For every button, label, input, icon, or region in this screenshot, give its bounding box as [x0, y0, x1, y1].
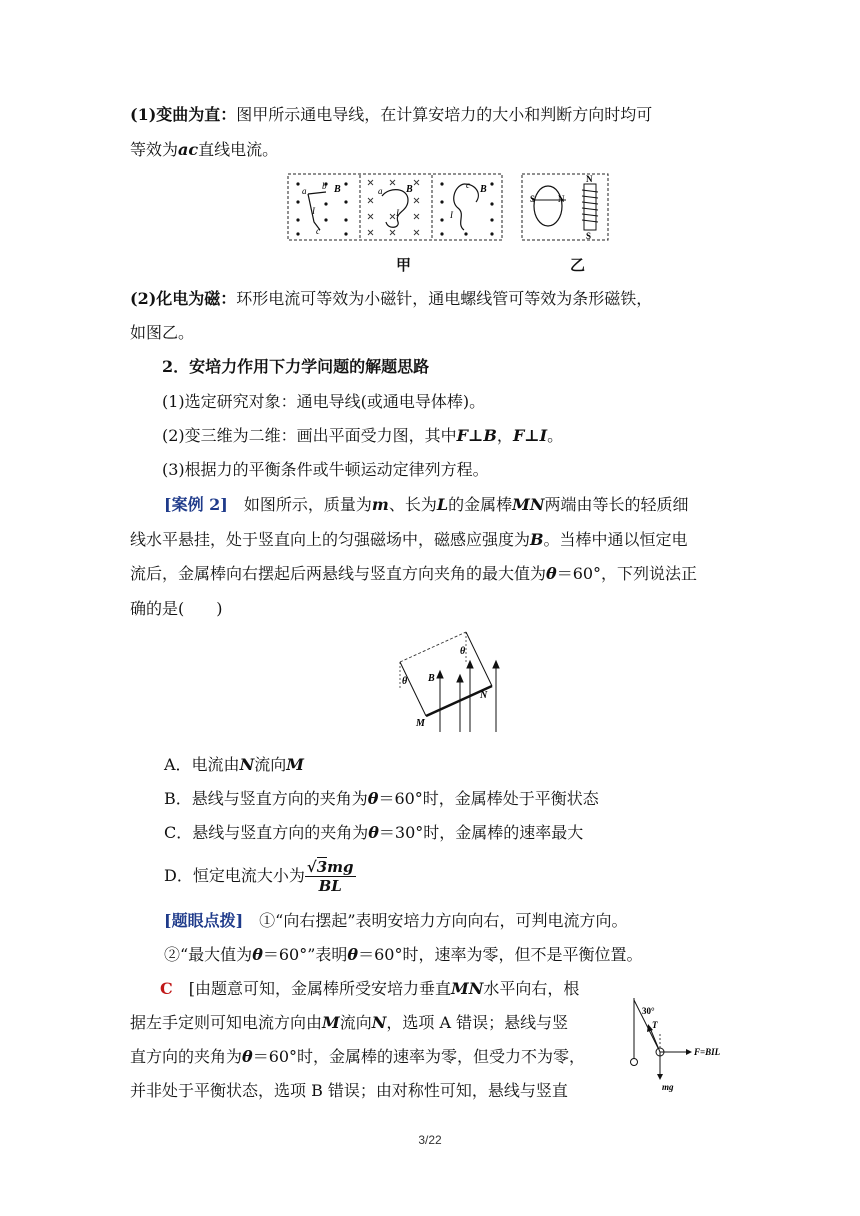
item-label: (1)变曲为直： [130, 105, 237, 124]
text: 的金属棒 [448, 495, 513, 514]
label-T: T [652, 1020, 658, 1030]
answer-letter: C [160, 979, 173, 998]
option-c[interactable] [164, 822, 764, 844]
formula: F⊥I [512, 426, 548, 445]
label-a: a [302, 186, 307, 196]
symbol-m: m [371, 495, 389, 514]
label-N: N [586, 174, 593, 184]
text: 流向 [254, 755, 287, 774]
text: ， [496, 426, 513, 445]
label-M: M [416, 718, 425, 729]
text: 两端由等长的轻质细 [544, 495, 689, 514]
tip-line [164, 944, 764, 966]
case-tag: [案例 2] [164, 495, 228, 514]
text: 如图所示，质量为 [243, 495, 372, 514]
label-I: I [450, 210, 453, 220]
section-heading [162, 356, 762, 378]
text: 并非处于平衡状态，选项 B 错误；由对称性可知，悬线与竖直 [130, 1081, 568, 1100]
text: 如图乙。 [130, 323, 195, 342]
label-b: b [322, 181, 327, 191]
paragraph-line [130, 288, 730, 310]
item-text: 环形电流可等效为小磁针，通电螺线管可等效为条形磁铁， [236, 289, 653, 308]
label-I: I [312, 206, 315, 216]
symbol-B: B [530, 530, 544, 549]
label-theta: θ [402, 676, 408, 687]
symbol-theta: θ [347, 945, 359, 964]
symbol-theta: θ [252, 945, 263, 964]
symbol-MN: MN [512, 495, 545, 514]
label-N: N [558, 194, 565, 204]
label-I: I [396, 208, 399, 218]
text: ＝60°时，速率为零，但不是平衡位置。 [358, 945, 643, 964]
option-d[interactable] [164, 856, 764, 896]
step-3 [162, 459, 762, 481]
text: ＝60°，下列说法正 [556, 564, 698, 583]
text: 。当棒中通以恒定电 [543, 530, 688, 549]
text: (1)选定研究对象：通电导线(或通电导体棒)。 [162, 392, 486, 411]
text: 线水平悬挂，处于竖直向上的匀强磁场中，磁感应强度为 [130, 530, 531, 549]
step-1 [162, 391, 762, 413]
symbol-L: L [436, 495, 449, 514]
caption-jia: 甲 [396, 256, 412, 274]
label-B: B [406, 184, 413, 195]
label-a: a [378, 186, 383, 196]
text: 流向 [339, 1013, 372, 1032]
answer-line [130, 1012, 620, 1034]
page-number: 3/22 [418, 1133, 442, 1147]
caption-yi: 乙 [570, 256, 586, 274]
text: 确的是( ) [130, 599, 223, 618]
step-2 [162, 425, 762, 447]
option-a[interactable] [164, 754, 764, 776]
label-angle: 30° [642, 1006, 655, 1016]
formula: F⊥B [456, 426, 497, 445]
label-B: B [428, 673, 435, 684]
sqrt-radicand: 3 [316, 858, 328, 876]
text: (2)变三维为二维：画出平面受力图，其中 [162, 426, 457, 445]
tip-tag: [题眼点拨] [164, 911, 244, 930]
text: 直方向的夹角为 [130, 1047, 243, 1066]
label-S: S [530, 194, 536, 204]
heading-text: 2．安培力作用下力学问题的解题思路 [162, 357, 430, 376]
text: 水平向右，根 [483, 979, 580, 998]
numerator-rest: mg [327, 858, 354, 876]
symbol-ac: ac [178, 140, 199, 159]
fraction-formula: $\frac{√3mg}{BL}$ [306, 858, 354, 895]
answer-line [160, 978, 620, 1000]
case-line [164, 494, 764, 516]
symbol-M: M [322, 1013, 340, 1032]
label-mg: mg [662, 1082, 674, 1092]
case-line [130, 598, 730, 620]
denominator: BL [318, 877, 342, 895]
answer-line [130, 1080, 620, 1102]
symbol-theta: θ [242, 1047, 253, 1066]
symbol-N: N [371, 1013, 387, 1032]
paragraph-line [130, 104, 730, 126]
paragraph-line [130, 139, 730, 161]
text: 直线电流。 [198, 140, 279, 159]
answer-line [130, 1046, 620, 1068]
text: D．恒定电流大小为 [164, 866, 305, 885]
text: ＝60°”表明 [262, 945, 348, 964]
text: ②“最大值为 [164, 945, 253, 964]
text: 、长为 [388, 495, 437, 514]
label-N: N [480, 690, 488, 701]
text: 等效为 [130, 140, 179, 159]
text: (3)根据力的平衡条件或牛顿运动定律列方程。 [162, 460, 489, 479]
label-S: S [586, 231, 592, 241]
text: A．电流由 [164, 755, 240, 774]
symbol-theta: θ [368, 823, 379, 842]
symbol-M: M [286, 755, 304, 774]
text: [由题意可知，金属棒所受安培力垂直 [188, 979, 451, 998]
symbol-MN: MN [451, 979, 484, 998]
option-b[interactable] [164, 788, 764, 810]
label-c: c [466, 180, 470, 190]
text: ，选项 A 错误；悬线与竖 [386, 1013, 569, 1032]
item-text: 图甲所示通电导线，在计算安培力的大小和判断方向时均可 [236, 105, 653, 124]
case-line [130, 529, 730, 551]
figure-force-diagram [624, 994, 734, 1094]
text: ＝30°时，金属棒的速率最大 [378, 823, 584, 842]
text: ＝60°时，金属棒的速率为零，但受力不为零， [252, 1047, 586, 1066]
tip-line [164, 910, 764, 932]
text: ＝60°时，金属棒处于平衡状态 [378, 789, 599, 808]
text: 据左手定则可知电流方向由 [130, 1013, 323, 1032]
text: 流后，金属棒向右摆起后两悬线与竖直方向夹角的最大值为 [130, 564, 547, 583]
item-label: (2)化电为磁： [130, 289, 237, 308]
case-line [130, 563, 730, 585]
text: C．悬线与竖直方向的夹角为 [164, 823, 369, 842]
paragraph-line [130, 322, 730, 344]
symbol-theta: θ [367, 789, 379, 808]
text: ①“向右摆起”表明安培力方向向右，可判电流方向。 [259, 911, 628, 930]
label-F: F=BIL [694, 1047, 721, 1057]
symbol-N: N [239, 755, 255, 774]
label-B: B [480, 184, 487, 195]
text: B．悬线与竖直方向的夹角为 [164, 789, 368, 808]
figure-metal-rod [394, 628, 510, 738]
text: 。 [547, 426, 564, 445]
label-B: B [334, 184, 341, 195]
label-c: c [316, 226, 320, 236]
figure-jia-yi [286, 172, 612, 244]
symbol-theta: θ [546, 564, 557, 583]
label-theta: θ [460, 646, 466, 657]
